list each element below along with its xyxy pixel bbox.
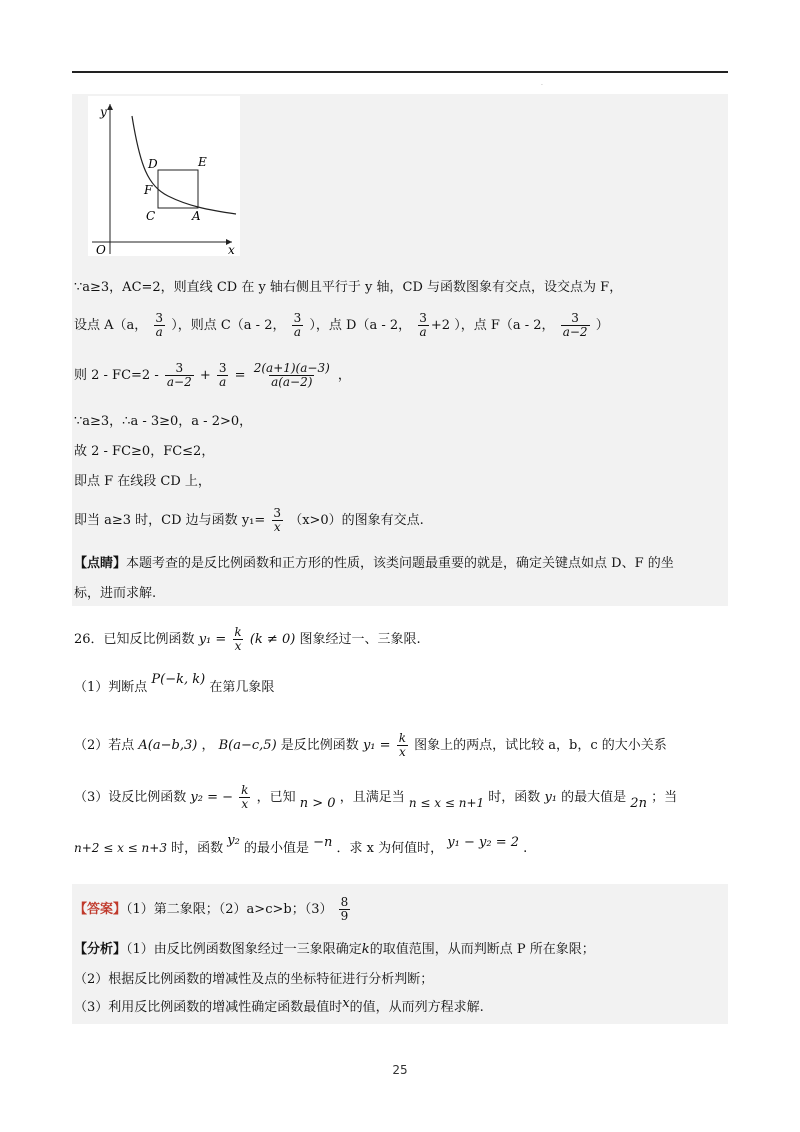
q26-p1-b: 在第几象限	[209, 680, 275, 695]
frac-num: 8	[340, 895, 349, 909]
q26-p3-range1: n ≤ x ≤ n+1	[408, 796, 485, 810]
q26-p2-b: 是反比例函数	[280, 738, 359, 753]
frac-num: 3	[293, 311, 302, 325]
frac-3-over-am2-b	[165, 362, 194, 389]
label-c: C	[146, 209, 156, 223]
analysis-1k: k	[361, 942, 370, 957]
frac-tail: +2	[430, 318, 451, 333]
solution-line-3	[74, 362, 351, 389]
label-a: A	[192, 209, 201, 223]
solution-line-1: ∵a≥3，AC=2，则直线 CD 在 y 轴右侧且平行于 y 轴，CD 与函数图象有交点，设交点为 F，	[74, 280, 623, 295]
label-d: D	[148, 157, 158, 171]
q26-p3-f: ；当	[651, 790, 678, 805]
label-o: O	[96, 243, 106, 256]
frac-num: 3	[175, 361, 184, 375]
dianjing-tag: 【点睛】	[74, 556, 127, 571]
analysis-3a: （3）利用反比例函数的增减性确定函数最值时	[74, 1000, 343, 1015]
q26-p3-a: （3）设反比例函数	[74, 790, 187, 805]
analysis-line-1	[74, 942, 595, 958]
header-rule	[72, 71, 728, 73]
analysis-3b: 的值，从而列方程求解.	[349, 1000, 484, 1015]
q26-part-2	[74, 732, 667, 759]
q26-p3-b: ，已知	[256, 790, 296, 805]
solution-line-2	[74, 312, 609, 339]
l3-part-a: 则 2 - FC=2 -	[74, 368, 159, 383]
frac-3-over-am2	[561, 312, 590, 339]
q26-p2-pointA: A(a−b,3)	[138, 738, 198, 753]
graph-figure	[88, 96, 240, 256]
solution-line-7	[74, 507, 424, 534]
l2-part-e: ）	[595, 318, 609, 333]
q26-p4-range2: n+2 ≤ x ≤ n+3	[74, 841, 167, 855]
label-e: E	[198, 155, 207, 169]
q26-part-3	[74, 784, 677, 811]
frac-num: 3	[273, 506, 282, 520]
frac-den: x	[273, 520, 281, 534]
answer-line	[74, 896, 352, 923]
q26-p3-y: y₂ = −	[190, 790, 234, 805]
q26-p2-sep: ，	[201, 738, 215, 753]
frac-den: a−2	[562, 325, 588, 339]
analysis-line-3	[74, 996, 484, 1016]
frac-big	[252, 362, 332, 389]
frac-k-over-x	[232, 626, 243, 653]
frac-num: 3	[419, 311, 427, 325]
graph-svg	[88, 96, 240, 256]
q26-p3-c: ，且满足当	[339, 790, 405, 805]
q26-p2-a: （2）若点	[74, 738, 135, 753]
q26-p2-pointB: B(a−c,5)	[218, 738, 277, 753]
dianjing-text-1: 本题考查的是反比例函数和正方形的性质，该类问题最重要的就是，确定关键点如点 D、F 的坐	[126, 556, 674, 571]
q26-p3-n: n > 0	[299, 796, 336, 811]
q26-stem-cond: (k ≠ 0)	[249, 632, 296, 647]
frac-3-over-x	[271, 507, 283, 534]
frac-den: a	[293, 325, 301, 339]
analysis-tag: 【分析】	[74, 942, 127, 957]
q26-p4-c: ．求 x 为何值时，	[336, 841, 444, 856]
solution-line-6: 即点 F 在线段 CD 上，	[74, 474, 211, 489]
q26-stem-y: y₁ =	[198, 632, 227, 647]
analysis-1a: （1）由反比例函数图象经过一三象限确定	[126, 942, 362, 957]
q26-p3-e: 的最大值是	[561, 790, 627, 805]
q26-p1-a: （1）判断点	[74, 680, 148, 695]
l2-part-d: ），点 F（a - 2，	[454, 318, 555, 333]
l2-part-a: 设点 A（a，	[74, 318, 148, 333]
q26-p4-eq: y₁ − y₂ = 2	[447, 835, 519, 850]
frac-num: 3	[571, 311, 579, 325]
q26-part-3-cont	[74, 833, 528, 857]
frac-3-over-a-4	[217, 362, 229, 389]
frac-num: k	[398, 731, 406, 745]
solution-line-4: ∵a≥3，∴a - 3≥0，a - 2>0，	[74, 414, 253, 429]
q26-p4-negn: −n	[313, 835, 333, 850]
frac-num: k	[234, 625, 242, 639]
q26-p2-c: 图象上的两点，试比较 a，b，c 的大小关系	[414, 738, 667, 753]
l2-part-c: ），点 D（a - 2，	[309, 318, 412, 333]
analysis-line-2: （2）根据反比例函数的增减性及点的坐标特征进行分析判断；	[74, 972, 434, 987]
q26-part-1	[74, 672, 275, 696]
frac-den: a	[155, 325, 163, 339]
q26-stem-a: 26．已知反比例函数	[74, 632, 195, 647]
l3-part-d: ，	[337, 368, 351, 383]
l7-part-b: （x>0）的图象有交点.	[289, 513, 424, 528]
header-dot: .	[541, 80, 543, 87]
frac-neg-k-over-x	[239, 784, 250, 811]
q26-p4-b: 的最小值是	[243, 841, 309, 856]
q26-p4-d: .	[523, 841, 528, 856]
label-f: F	[144, 183, 153, 197]
l7-part-a: 即当 a≥3 时，CD 边与函数 y₁=	[74, 513, 266, 528]
solution-line-5: 故 2 - FC≥0，FC≤2，	[74, 444, 215, 459]
frac-k-over-x-2	[397, 732, 408, 759]
square-cdea	[158, 170, 198, 208]
answer-text: （1）第二象限；（2）a>c>b；（3）	[126, 902, 333, 917]
frac-den: x	[234, 639, 242, 653]
page-number: 25	[392, 1063, 408, 1077]
frac-den: a(a−2)	[271, 375, 313, 389]
analysis-3x: x	[342, 996, 350, 1011]
label-y: y	[100, 105, 107, 119]
frac-den: x	[241, 797, 249, 811]
frac-den: a	[219, 375, 227, 389]
frac-den: a	[419, 325, 427, 339]
dianjing-line-1	[74, 556, 674, 572]
frac-den: a−2	[166, 375, 192, 389]
q26-p3-d: 时，函数	[488, 790, 541, 805]
analysis-1b: 的取值范围，从而判断点 P 所在象限；	[369, 942, 595, 957]
frac-num: k	[241, 783, 249, 797]
frac-den: x	[398, 745, 406, 759]
q26-stem	[74, 626, 421, 653]
y-axis-arrow	[107, 104, 113, 110]
answer-tag: 【答案】	[74, 902, 127, 917]
frac-num: 3	[218, 361, 227, 375]
frac-3-over-a-1	[153, 312, 165, 339]
frac-3-over-a-3	[417, 312, 429, 339]
dianjing-line-2: 标，进而求解.	[74, 586, 157, 601]
q26-p3-2n: 2n	[630, 796, 647, 811]
l3-part-c: =	[234, 368, 246, 383]
q26-p3-y1: y₁	[544, 790, 557, 805]
frac-3-over-a-2	[292, 312, 304, 339]
q26-p4-a: 时，函数	[171, 841, 224, 856]
frac-num: 3	[155, 311, 164, 325]
q26-p2-y: y₁ =	[362, 738, 391, 753]
q26-p1-point: P(−k, k)	[151, 672, 206, 687]
frac-8-over-9	[339, 896, 351, 923]
frac-num: 2(a+1)(a−3)	[253, 361, 330, 375]
l2-part-b: ），则点 C（a - 2，	[171, 318, 286, 333]
frac-den: 9	[340, 909, 349, 923]
q26-stem-b: 图象经过一、三象限.	[299, 632, 421, 647]
label-x: x	[228, 243, 235, 256]
q26-p4-y2: y₂	[227, 833, 240, 848]
l3-part-b: +	[199, 368, 211, 383]
